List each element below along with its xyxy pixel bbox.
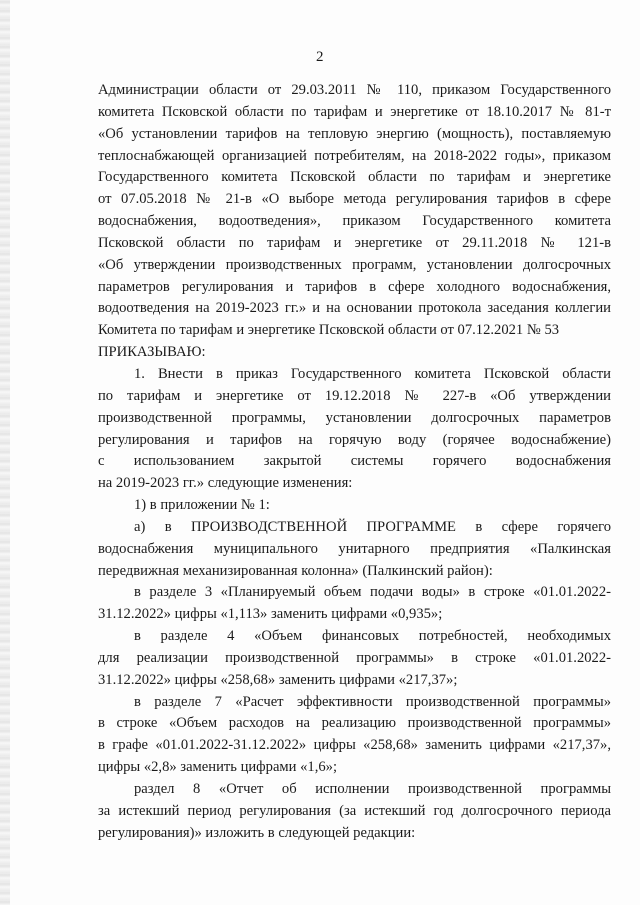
page-number: 2 xyxy=(316,49,324,65)
text-line: параметров регулирования и тарифов в сфере холодного водоснабжения, xyxy=(98,278,611,295)
scan-border xyxy=(0,0,10,905)
text-line: Псковской области по тарифам и энергетике от 29.11.2018 № 121-в xyxy=(98,234,611,251)
text-line: 1. Внести в приказ Государственного комитета Псковской области xyxy=(134,365,611,382)
text-line: «Об утверждении производственных программ, установлении долгосрочных xyxy=(98,256,611,273)
text-line: в разделе 3 «Планируемый объем подачи воды» в строке «01.01.2022- xyxy=(134,584,611,601)
text-line: Государственного комитета Псковской области по тарифам и энергетике xyxy=(98,169,611,186)
text-line: водоотведения на 2019-2023 гг.» и на основании протокола заседания коллегии xyxy=(98,300,611,317)
text-line: Комитета по тарифам и энергетике Псковской области от 07.12.2021 № 53 xyxy=(98,322,560,339)
text-line: на 2019-2023 гг.» следующие изменения: xyxy=(98,475,353,492)
text-line: Администрации области от 29.03.2011 № 110, приказом Государственного xyxy=(98,82,611,98)
text-line: в разделе 4 «Объем финансовых потребностей, необходимых xyxy=(134,628,611,645)
document-body xyxy=(98,80,611,845)
text-line: водоснабжения муниципального унитарного предприятия «Палкинская xyxy=(98,540,611,557)
text-line: в графе «01.01.2022-31.12.2022» цифры «258,68» заменить цифрами «217,37», xyxy=(98,737,611,754)
text-line: в разделе 7 «Расчет эффективности производственной программы» xyxy=(134,693,611,710)
text-line: 31.12.2022» цифры «1,113» заменить цифрами «0,935»; xyxy=(98,606,443,623)
text-line: регулирования)» изложить в следующей редакции: xyxy=(98,824,416,841)
text-line: для реализации производственной программы» в строке «01.01.2022- xyxy=(98,649,611,666)
text-line: регулирования и тарифов на горячую воду (горячее водоснабжение) xyxy=(98,431,611,448)
text-line: ПРИКАЗЫВАЮ: xyxy=(98,344,206,361)
text-line: с использованием закрытой системы горячего водоснабжения xyxy=(98,453,611,470)
text-line: комитета Псковской области по тарифам и энергетике от 18.10.2017 № 81-т xyxy=(98,103,611,120)
text-line: по тарифам и энергетике от 19.12.2018 № 227-в «Об утверждении xyxy=(98,387,611,404)
text-line: раздел 8 «Отчет об исполнении производственной программы xyxy=(134,781,611,797)
text-line: «Об установлении тарифов на тепловую энергию (мощность), поставляемую xyxy=(98,125,611,142)
text-line: от 07.05.2018 № 21-в «О выборе метода регулирования тарифов в сфере xyxy=(98,191,611,208)
text-line: цифры «2,8» заменить цифрами «1,6»; xyxy=(98,759,338,776)
text-line: за истекший период регулирования (за истекший год долгосрочного периода xyxy=(98,802,611,819)
text-line: теплоснабжающей организацией потребителям, на 2018-2022 годы», приказом xyxy=(98,147,611,164)
text-line: передвижная механизированная колонна» (Палкинский район): xyxy=(98,562,493,579)
text-line: водоснабжения, водоотведения», приказом Государственного комитета xyxy=(98,213,611,230)
text-line: 31.12.2022» цифры «258,68» заменить цифрами «217,37»; xyxy=(98,671,458,688)
text-line: в строке «Объем расходов на реализацию производственной программы» xyxy=(98,715,611,732)
text-line: 1) в приложении № 1: xyxy=(134,497,270,514)
text-line: а) в ПРОИЗВОДСТВЕННОЙ ПРОГРАММЕ в сфере горячего xyxy=(134,518,611,535)
text-line: производственной программы, установлении долгосрочных параметров xyxy=(98,409,611,426)
